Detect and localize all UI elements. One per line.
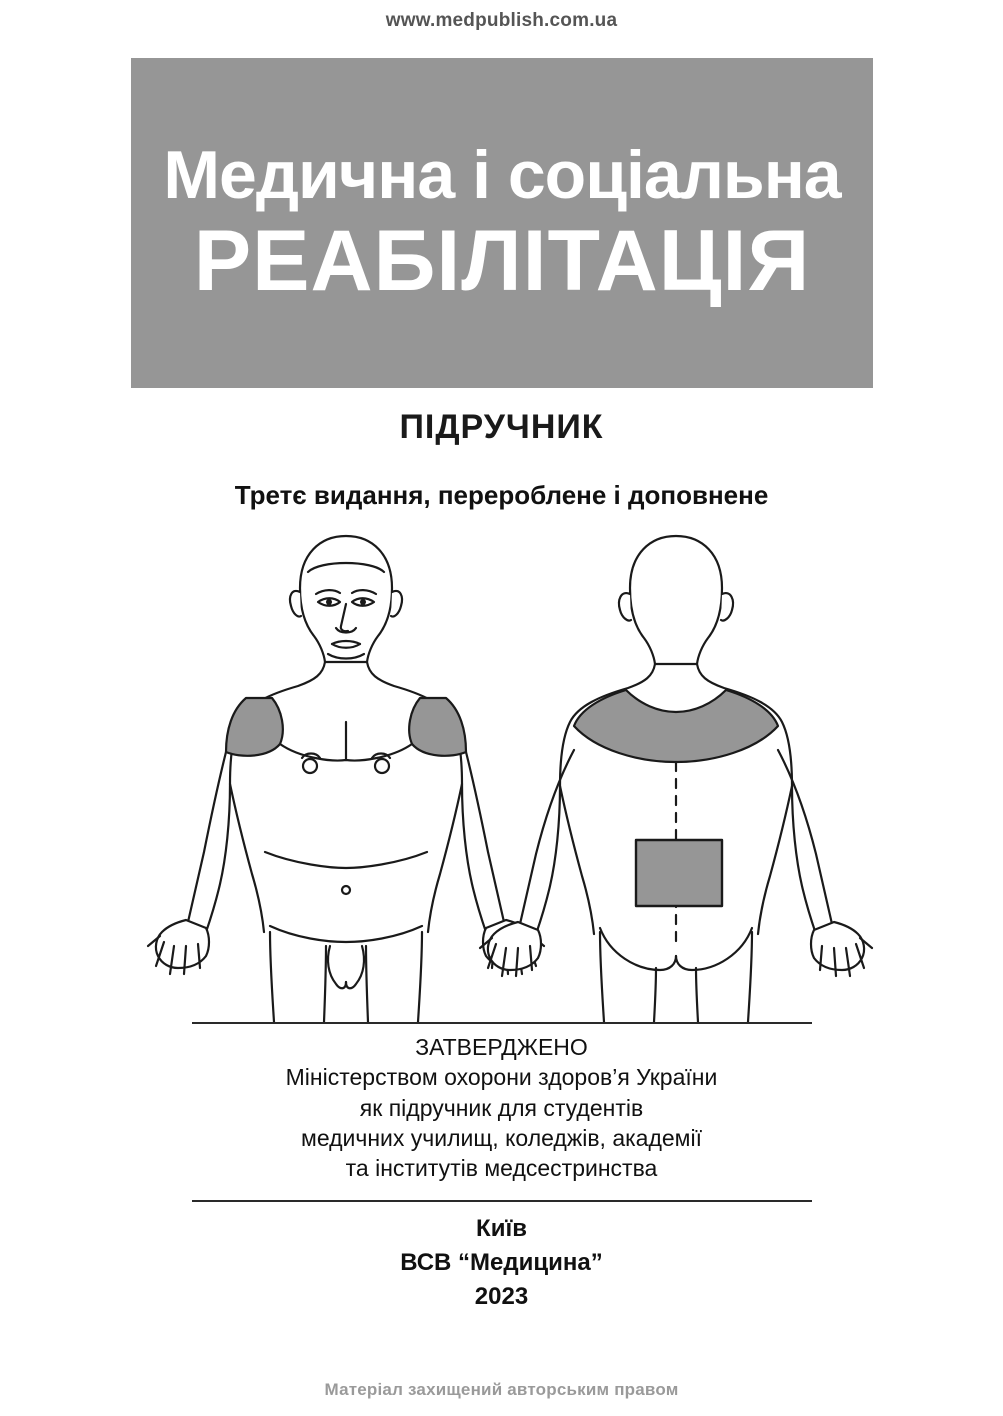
imprint-block [0, 1212, 1003, 1314]
anatomy-illustration-svg [120, 522, 890, 1022]
imprint-publisher: ВСВ “Медицина” [400, 1249, 603, 1277]
body-illustration [120, 522, 890, 1022]
approval-block [0, 1032, 1003, 1184]
approval-line-1: ЗАТВЕРДЖЕНО [415, 1034, 588, 1060]
book-subtitle: ПІДРУЧНИК [399, 408, 604, 446]
divider-bottom [192, 1200, 812, 1202]
approval-line-5: та інститутів медсестринства [345, 1155, 658, 1182]
divider-top [192, 1022, 812, 1024]
book-title-line-1: Медична і соціальна [163, 137, 841, 214]
copyright-watermark-bottom: Матеріал захищений авторським правом [324, 1380, 679, 1399]
anterior-body-figure [148, 536, 544, 1022]
imprint-city: Київ [476, 1215, 527, 1242]
title-band [131, 58, 873, 388]
book-title-line-2: РЕАБІЛІТАЦІЯ [193, 212, 811, 309]
site-watermark-top: www.medpublish.com.ua [385, 10, 618, 31]
imprint-year: 2023 [474, 1283, 529, 1311]
book-edition-note: Третє видання, перероблене і доповнене [234, 480, 769, 510]
approval-line-4: медичних училищ, коледжів, академії [301, 1125, 702, 1152]
posterior-body-figure [480, 536, 872, 1022]
approval-line-2: Міністерством охорони здоров’я України [285, 1064, 718, 1091]
approval-line-3: як підручник для студентів [359, 1094, 644, 1121]
